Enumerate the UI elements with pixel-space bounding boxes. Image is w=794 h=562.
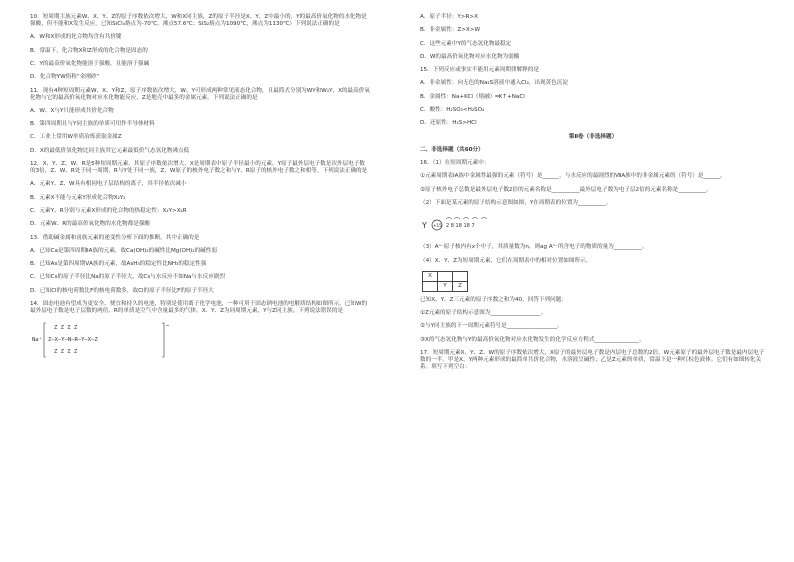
text-line: A．非金属性：向无色的Na₂S溶液中通入Cl₂，出现黄色沉淀 [420,80,568,87]
text-line: 14．固态电池有望成为更安全、便宜和持久的电池，特别是使用离子化学电池，一种可用于固态钠电池的电解质结构如图所示，已知W的最外层电子数是电子层数的两倍，R的单质是空气中含量最多的气体，X、Y、Z为同周期元素，Y与Z同主族。下列说法错误的是 [30,300,368,314]
text-line: C．这些元素中Y的气态氢化物最稳定 [420,40,512,47]
text-line: （3）Aⁿ⁻原子核内有x个中子，其质量数为n，则ag Aⁿ⁻所含电子的物质的量为__________。 [420,244,648,251]
text-line: 15．下列反应或事实不能用元素周期律解释的是 [420,67,539,74]
structure-middle-row: Z—X—Y—N—R—Y—X—Z [48,337,98,344]
text-line: D．还原性：H₂S>HCl [420,120,477,127]
text-line: ③X的气态氢化物与Y的最高价氧化物对应水化物发生的化学反应方程式________________。 [420,336,645,343]
table-cell [438,271,453,281]
text-line: ②原子核外电子总数是最外层电子数2倍的元素名称是__________最外层电子数为电子层2倍的元素名称是__________。 [420,186,712,193]
table-cell: Z [453,281,468,291]
text-line: D．已知Cl的核电荷数比F的核电荷数多，故Cl的原子半径比F的原子半径大 [30,287,214,294]
electron-shells: 2 8 18 18 7 [446,223,475,230]
table-cell [453,271,468,281]
periodic-position-table [422,271,468,292]
text-line: 17．短周期元素X、Y、Z、W的原子序数依次增大，X原子的最外层电子数是内层电子总数的2倍，W元素原子的最外层电子数是最内层电子数的一半。甲是X、Y两种元素形成的最简单共价化合物，水溶液呈碱性；乙是Z元素的单质，常温下是一种红棕色液体。它们有如图转化关系。填写下列空白： [420,350,765,371]
text-line: 16．（1）在短周期元素中： [420,160,490,167]
text-line: B．元素X不能与元素Y形成化合物X₂Y₂ [30,194,126,201]
structure-top-row: Z Z Z Z [54,325,78,332]
table-cell: X [423,271,438,281]
text-line: D．化合物YW俗称“金刚砂” [30,74,100,81]
text-line: ①Z元素的原子结构示意图为__________________。 [420,310,547,317]
bracket-right [162,323,164,357]
text-line: D．元素W、R的最高价氧化物的水化物都是强酸 [30,221,151,228]
table-cell: Y [438,281,453,291]
table-row [423,281,468,291]
text-line: B．第四周期且与Y同主族的单质可用作半导体材料 [30,121,155,128]
text-line: B．已知As是第四周期ⅤA族的元素，故AsH₃的稳定性比NH₃的稳定性强 [30,261,207,268]
left-column [30,14,370,370]
text-line: A．W、X与Y只能形成共价化合物 [30,107,114,114]
text-line: D．W的最高价氧化物对应水化物为弱酸 [420,53,520,60]
text-line: ②与Y同主族的下一周期元素符号是__________________。 [420,323,563,330]
section-heading: 二、非选择题（共60分） [420,146,484,153]
section-title: 第Ⅱ卷（非选择题） [568,133,618,140]
text-line: A．元素Y、Z、W具有相同电子层结构的离子，其半径依次减小 [30,181,187,188]
text-line: B．非金属性：Z>X>W [420,27,480,34]
shell-arcs [446,218,487,220]
structure-bottom-row: Z Z Z Z [54,349,78,356]
table-row [423,271,468,281]
left-questions [30,14,370,315]
text-line: A．原子半径：Y>R>X [420,14,478,20]
right-column [420,14,766,377]
text-line: 13．借助碱金属和卤族元素的递变性分析下面的推断，其中正确的是 [30,234,200,241]
nucleus-charge: +15 [433,223,442,229]
atom-symbol: Y [422,221,427,231]
text-line: ①元素周期表ⅠA族中金属性最强的元素（符号）是______，与水反应的最剧烈的ⅦA族中的非金属元素的（符号）是______。 [420,173,726,180]
right-questions-a [420,14,766,127]
text-line: D．X的最低价氢化物比同主族其它元素最低价气态氢化物沸点低 [30,147,190,154]
bracket-left [44,323,46,357]
right-questions-b [420,160,766,207]
text-line: A．W和X形成的化合物均含有共价键 [30,34,122,41]
text-line: A．已知Ca是第四周期ⅡA族的元素，故Ca(OH)₂的碱性比Mg(OH)₂的碱性弱 [30,247,217,254]
atom-structure-diagram [420,213,766,240]
text-line: （2）下面是某元素的原子结构示意图如图，Y在周期表的位置为__________。 [420,199,612,206]
structure-prefix: Na⁺ [32,337,42,344]
right-questions-d [420,297,766,371]
text-line: C．已知Cs的原子半径比Na的原子半径大，故Cs与水反应不如Na与水反应剧烈 [30,274,225,281]
text-line: C．Y的最高价氧化物能溶于强酸，且能溶于强碱 [30,60,150,67]
text-line: 12．X、Y、Z、W、R是5种短周期元素，其原子序数依次增大。X是周期表中原子半径最小的元素，Y原子最外层电子数是次外层电子数的3倍，Z、W、R处于同一周期，R与Y处于同一族，Z、W原子的核外电子数之和与Y、R原子的核外电子数之和相等。下列说法正确的是 [30,161,368,175]
right-questions-c [420,244,766,264]
text-line: B．常温下，化合物X和Z形成的化合物是固态的 [30,47,148,54]
table-cell [423,281,438,291]
text-line: B．金属性：Na+KCl（熔融）═K↑+NaCl [420,93,525,100]
structure-svg [30,321,180,361]
text-line: 已知X、Y、Z三元素的原子序数之和为40，回答下列问题： [420,296,567,303]
atom-svg [420,213,540,237]
text-line: C．元素Y、R分别与元素X形成的化合物的热稳定性：X₂Y>X₂R [30,207,187,214]
text-line: 10．短周期主族元素W、X、Y、Z的原子序数依次增大，W和X同主族，Z的原子半径是X、Y、Z中最小的，Y的最高价氧化物的水化物是强酸，但不能和X发生反应。已知SiCl₄熔点为-70℃，沸点57.6℃；SiS₂熔点为1090℃，沸点为1130℃）下列说法正确的是 [30,14,367,28]
electrolyte-structure-diagram [30,321,370,364]
charge-minus: − [166,323,170,330]
text-line: （4）X、Y、Z为短周期元素，它们在周期表中的相对位置如图所示。 [420,257,592,264]
text-line: C．工业上常用W单质冶炼获取金属Z [30,134,122,141]
text-line: 11．现有4种短周期元素W、X、Y和Z，原子序数依次增大，W、Y可形成两种常见液态化合物，且最简式分别为WY和W₂Y，X的最高价氧化物与它的最高价氧化物对应水化物能反应，Z是地壳中最多的金属元素。下列说法正确的是 [30,87,370,101]
text-line: C．酸性：H₂SO₃<H₂SO₄ [420,106,485,113]
